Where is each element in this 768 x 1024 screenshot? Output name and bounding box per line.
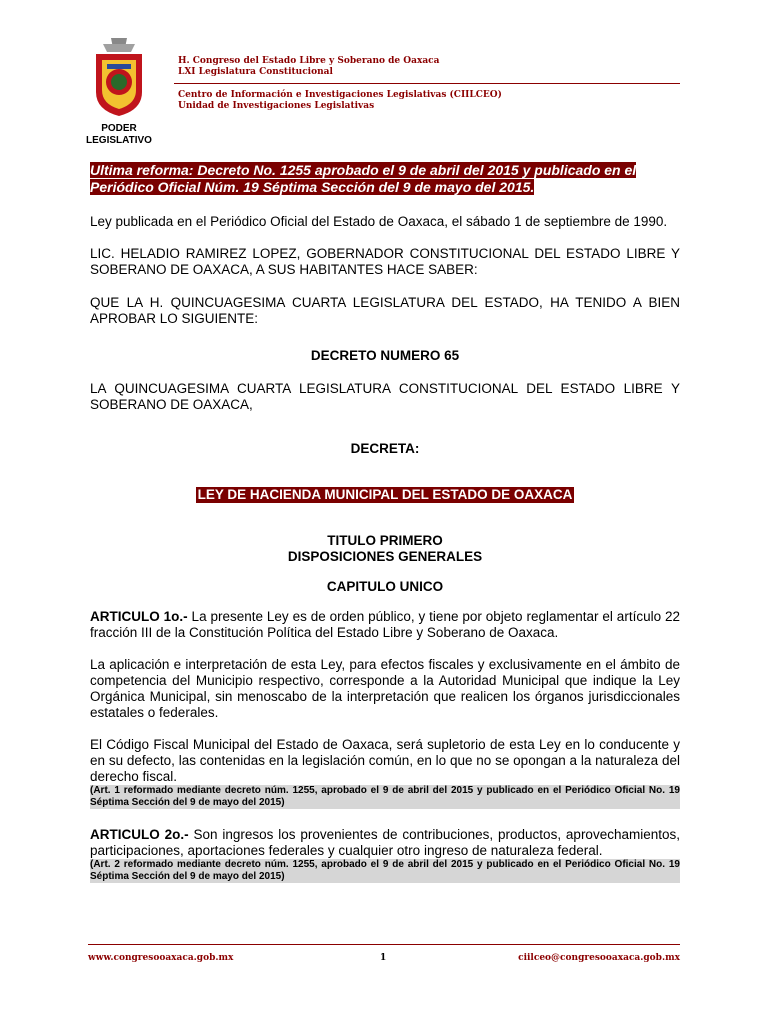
footer-email[interactable]: ciilceo@congresooaxaca.gob.mx (518, 953, 680, 963)
article-1-reform-note: (Art. 1 reformado mediante decreto núm. 1255, aprobado el 9 de abril del 2015 y publicado en el Periódico Oficial No. 19 Séptima Sección del 9 de mayo del 2015) (90, 785, 680, 808)
chapter-heading: CAPITULO UNICO (326, 579, 444, 594)
article-1-paragraph-3: El Código Fiscal Municipal del Estado de Oaxaca, será supletorio de esta Ley en lo conducente y en su defecto, las contenidas en la legislación común, en lo que no se opongan a la naturaleza del derecho fiscal. (90, 737, 680, 784)
page-number: 1 (380, 953, 387, 963)
title-heading: TITULO PRIMERO (327, 533, 443, 548)
reform-line-1: Ultima reforma: Decreto No. 1255 aprobado el 9 de abril del 2015 y publicado en el (90, 162, 637, 178)
article-1-paragraph (90, 609, 680, 641)
article-2-reform-note: (Art. 2 reformado mediante decreto núm. 1255, aprobado el 9 de abril del 2015 y publicado en el Periódico Oficial No. 19 Séptima Sección del 9 de mayo del 2015) (90, 859, 680, 882)
article-1-text: La presente Ley es de orden público, y tiene por objeto reglamentar el artículo 22 fracción III de la Constitución Política del Estado Libre y Soberano de Oaxaca. (90, 609, 681, 640)
article-2-paragraph (90, 827, 680, 859)
legislature-paragraph-2: LA QUINCUAGESIMA CUARTA LEGISLATURA CONSTITUCIONAL DEL ESTADO LIBRE Y SOBERANO DE OAXACA, (90, 381, 680, 412)
law-title: LEY DE HACIENDA MUNICIPAL DEL ESTADO DE OAXACA (197, 487, 573, 502)
reform-line-2: Periódico Oficial Núm. 19 Séptima Sección del 9 de mayo del 2015. (90, 179, 535, 195)
header-congress (178, 56, 439, 78)
article-2-text: Son ingresos los provenientes de contribuciones, productos, aprovechamientos, participaciones, aportaciones federales y cualquier otro ingreso de naturaleza federal. (90, 827, 680, 858)
decree-number: DECRETO NUMERO 65 (310, 348, 460, 363)
decreta-heading: DECRETA: (350, 441, 420, 456)
governor-paragraph: LIC. HELADIO RAMIREZ LOPEZ, GOBERNADOR CONSTITUCIONAL DEL ESTADO LIBRE Y SOBERANO DE OAXACA, A SUS HABITANTES HACE SABER: (90, 246, 680, 277)
header-line-1: H. Congreso del Estado Libre y Soberano de Oaxaca (178, 56, 440, 66)
footer-divider (88, 944, 680, 945)
footer-website[interactable]: www.congresooaxaca.gob.mx (88, 953, 234, 963)
article-2-label: ARTICULO 2o.- (90, 827, 189, 842)
logo-label: PODER LEGISLATIVO (86, 123, 152, 146)
header-line-4: Unidad de Investigaciones Legislativas (178, 101, 375, 111)
header-line-2: LXI Legislatura Constitucional (178, 67, 333, 77)
header-divider (174, 83, 680, 84)
article-1-label: ARTICULO 1o.- (90, 609, 188, 624)
general-provisions-heading: DISPOSICIONES GENERALES (287, 549, 483, 564)
document-body (90, 162, 680, 883)
legislature-paragraph: QUE LA H. QUINCUAGESIMA CUARTA LEGISLATURA DEL ESTADO, HA TENIDO A BIEN APROBAR LO SIGUIENTE: (90, 295, 680, 326)
oaxaca-coat-of-arms-icon (93, 36, 145, 118)
publication-note: Ley publicada en el Periódico Oficial del Estado de Oaxaca, el sábado 1 de septiembre de 1990. (90, 214, 668, 229)
law-title-wrap (90, 487, 680, 503)
header-line-3: Centro de Información e Investigaciones Legislativas (CIILCEO) (178, 90, 502, 100)
header-center (178, 90, 502, 112)
article-1-paragraph-2: La aplicación e interpretación de esta Ley, para efectos fiscales y exclusivamente en el ámbito de competencia del Municipio respectivo, corresponde a la Autoridad Municipal que indique la Ley Orgánica Municipal, sin menoscabo de la interpretación que realicen los órganos jurisdiccionales estatales o federales. (90, 657, 680, 720)
last-reform-notice (90, 162, 680, 196)
